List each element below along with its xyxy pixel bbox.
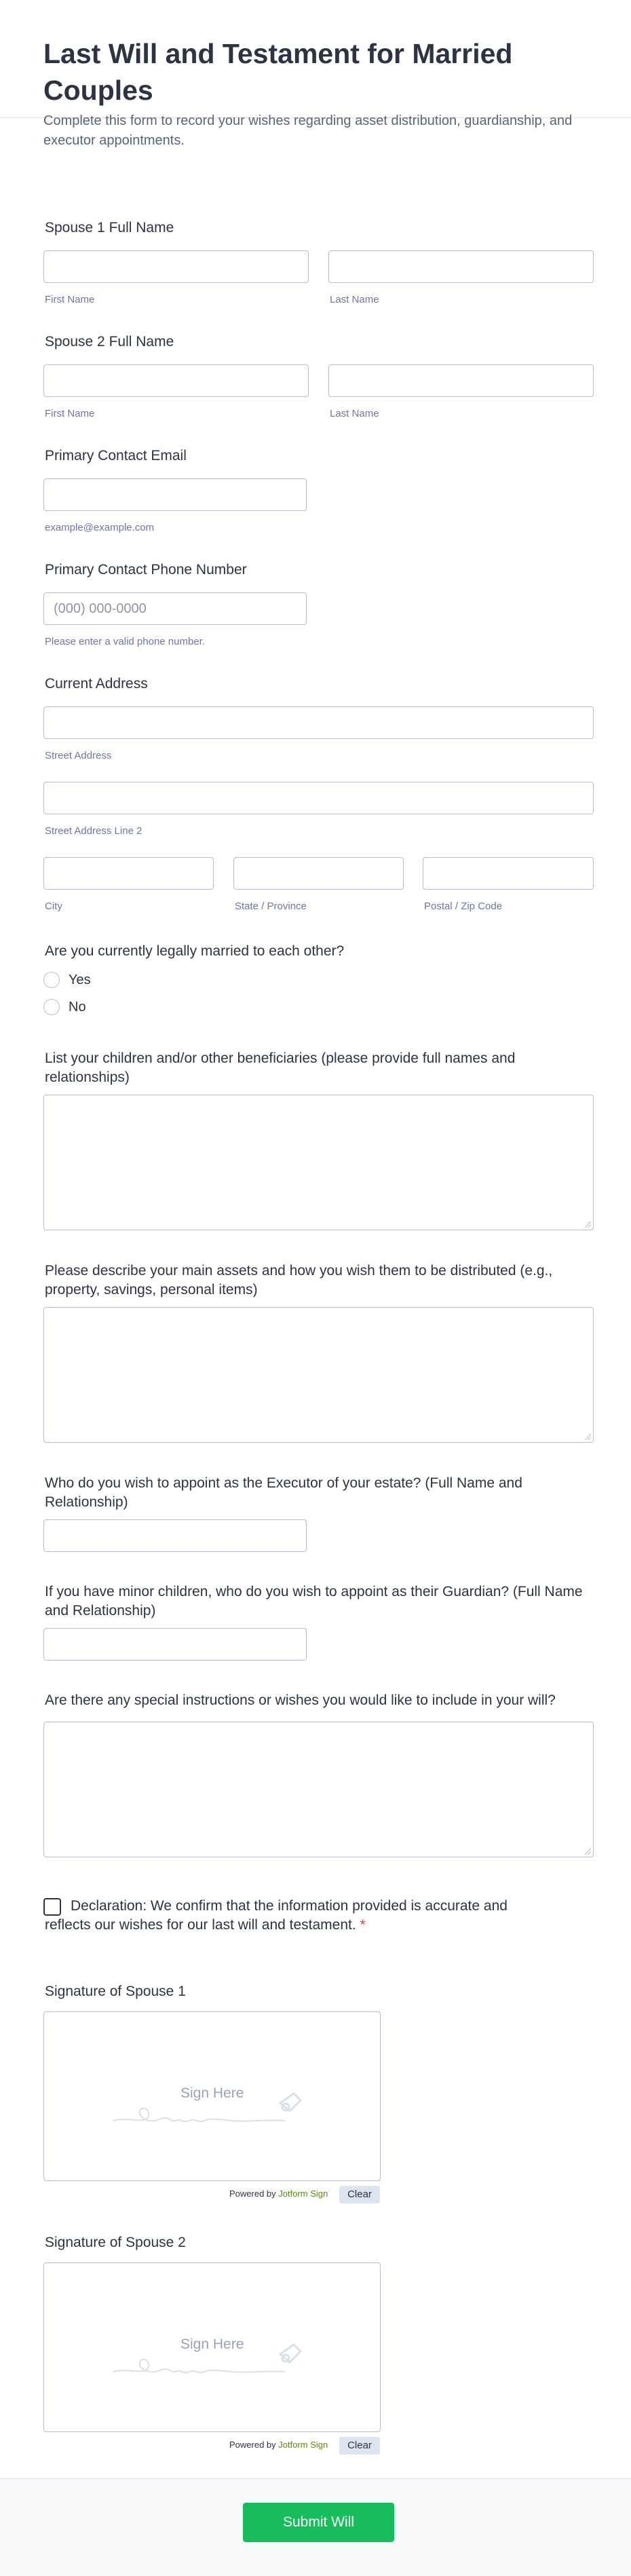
spouse1-first-sublabel: First Name — [45, 294, 95, 305]
signature2-sign-here: Sign Here — [180, 2336, 244, 2352]
form-footer — [0, 2478, 631, 2576]
guardian-input[interactable] — [43, 1628, 307, 1661]
signature1-clear-button[interactable]: Clear — [339, 2186, 380, 2203]
signature2-pad[interactable] — [43, 2262, 381, 2432]
married-no-radio[interactable] — [43, 999, 60, 1015]
executor-input[interactable] — [43, 1519, 307, 1552]
phone-input[interactable]: (000) 000-0000 — [43, 592, 307, 625]
city-sublabel: City — [45, 901, 62, 912]
declaration-label[interactable] — [45, 1897, 547, 1935]
phone-label: Primary Contact Phone Number — [45, 562, 247, 577]
form-title: Last Will and Testament for Married Couples — [43, 38, 513, 106]
spouse2-first-name-input[interactable] — [43, 364, 309, 397]
spouse2-first-sublabel: First Name — [45, 408, 95, 419]
state-input[interactable] — [233, 857, 404, 890]
state-sublabel: State / Province — [235, 901, 307, 912]
signature2-clear-button[interactable]: Clear — [339, 2437, 380, 2455]
jotform-sign-brand: Jotform Sign — [278, 2440, 328, 2450]
guardian-label: If you have minor children, who do you wish to appoint as their Guardian? (Full Name and Relationship) — [45, 1584, 583, 1618]
form-header — [0, 0, 631, 148]
spouse1-last-name-input[interactable] — [328, 250, 594, 283]
spouse2-label: Spouse 2 Full Name — [45, 334, 174, 349]
jotform-sign-brand: Jotform Sign — [278, 2189, 328, 2199]
spouse1-label: Spouse 1 Full Name — [45, 220, 174, 235]
street-address-line2-input[interactable] — [43, 782, 594, 814]
resize-handle-icon[interactable] — [585, 1221, 591, 1228]
special-label: Are there any special instructions or wishes you would like to include in your will? — [45, 1692, 556, 1708]
street-address-line2-sublabel: Street Address Line 2 — [45, 825, 142, 837]
executor-label: Who do you wish to appoint as the Executor of your estate? (Full Name and Relationship) — [45, 1475, 522, 1510]
spouse1-last-sublabel: Last Name — [330, 294, 379, 305]
resize-handle-icon[interactable] — [585, 1434, 591, 1440]
powered-by-text: Powered by — [229, 2440, 276, 2450]
married-label: Are you currently legally married to each other? — [45, 943, 345, 959]
beneficiaries-label: List your children and/or other beneficiaries (please provide full names and relationships) — [45, 1050, 516, 1085]
signature1-label: Signature of Spouse 1 — [45, 1984, 186, 1999]
email-input[interactable] — [43, 478, 307, 511]
street-address-input[interactable] — [43, 706, 594, 739]
married-yes-radio[interactable] — [43, 972, 60, 988]
spouse2-last-name-input[interactable] — [328, 364, 594, 397]
phone-sublabel: Please enter a valid phone number. — [45, 636, 205, 647]
spouse2-last-sublabel: Last Name — [330, 408, 379, 419]
signature1-pad[interactable] — [43, 2011, 381, 2181]
signature1-sign-here: Sign Here — [180, 2085, 244, 2101]
postal-input[interactable] — [423, 857, 594, 890]
powered-by-text: Powered by — [229, 2189, 276, 2199]
signature1-powered-by — [229, 2189, 328, 2199]
assets-label: Please describe your main assets and how you wish them to be distributed (e.g., property, savings, personal items) — [45, 1263, 553, 1298]
form-description: Complete this form to record your wishes regarding asset distribution, guardianship, and executor appointments. — [43, 113, 573, 148]
postal-sublabel: Postal / Zip Code — [424, 901, 503, 912]
married-yes-label[interactable]: Yes — [69, 972, 91, 987]
email-sublabel: example@example.com — [45, 522, 155, 533]
resize-handle-icon[interactable] — [585, 1849, 591, 1855]
special-textarea[interactable] — [43, 1722, 594, 1857]
street-address-sublabel: Street Address — [45, 750, 112, 761]
assets-textarea[interactable] — [43, 1307, 594, 1443]
email-label: Primary Contact Email — [45, 448, 187, 463]
beneficiaries-textarea[interactable] — [43, 1095, 594, 1230]
spouse1-first-name-input[interactable] — [43, 250, 309, 283]
city-input[interactable] — [43, 857, 214, 890]
signature2-powered-by — [229, 2440, 328, 2450]
signature2-label: Signature of Spouse 2 — [45, 2235, 186, 2250]
required-mark: * — [360, 1917, 366, 1933]
submit-button[interactable]: Submit Will — [243, 2503, 394, 2542]
address-label: Current Address — [45, 676, 148, 692]
declaration-text: Declaration: We confirm that the information provided is accurate and reflects our wishes for our last will and testament. — [45, 1898, 508, 1933]
married-no-label[interactable]: No — [69, 1000, 86, 1015]
